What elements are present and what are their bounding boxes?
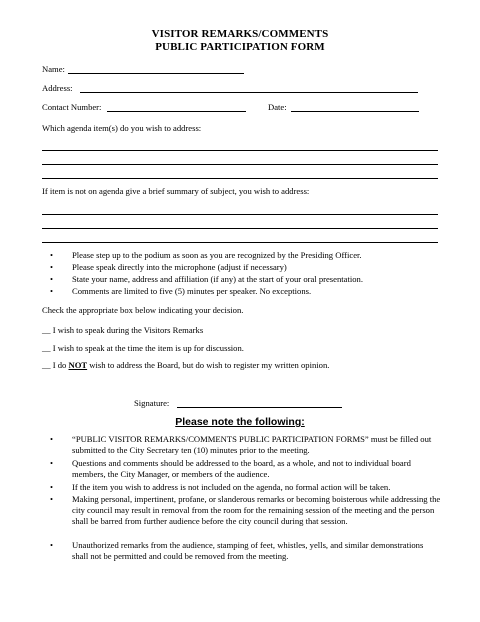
option-written-opinion[interactable] <box>42 360 329 370</box>
agenda-question: Which agenda item(s) do you wish to address: <box>42 123 202 133</box>
note-item: • If the item you wish to address is not included on the agenda, no formal action will be taken. <box>72 482 438 493</box>
note-item: • Unauthorized remarks from the audience, stamping of feet, whistles, yells, and similar demonstrations shall not be permitted and could be removed from the meeting. <box>72 540 438 562</box>
contact-number-field[interactable] <box>107 111 246 112</box>
note-heading: Please note the following: <box>175 416 305 428</box>
address-field[interactable] <box>80 92 418 93</box>
instruction-item: • State your name, address and affiliation (if any) at the start of your oral presentation. <box>72 274 442 285</box>
instruction-item: • Please step up to the podium as soon as you are recognized by the Presiding Officer. <box>72 250 442 261</box>
agenda-answer-line-2[interactable] <box>42 164 438 165</box>
note-item: • Questions and comments should be addressed to the board, as a whole, and not to individual board members, the City Manager, or members of the audience. <box>72 458 438 480</box>
summary-answer-line-2[interactable] <box>42 228 438 229</box>
name-label: Name: <box>42 64 65 74</box>
signature-label: Signature: <box>134 398 170 408</box>
instruction-item: • Please speak directly into the microphone (adjust if necessary) <box>72 262 442 273</box>
note-item: • “PUBLIC VISITOR REMARKS/COMMENTS PUBLIC PARTICIPATION FORMS” must be filled out submitted to the City Secretary ten (10) minutes prior to the meeting. <box>72 434 438 456</box>
not-emphasis: NOT <box>68 360 88 370</box>
note-item: • Making personal, impertinent, profane, or slanderous remarks or becoming boisterous while addressing the city council may result in removal from the room for the remaining session of the meeting and the person shall be barred from further audience before the city council during that session. <box>72 494 442 527</box>
instruction-item: • Comments are limited to five (5) minutes per speaker. No exceptions. <box>72 286 442 297</box>
summary-answer-line-1[interactable] <box>42 214 438 215</box>
agenda-answer-line-1[interactable] <box>42 150 438 151</box>
name-field[interactable] <box>68 73 244 74</box>
address-label: Address: <box>42 83 73 93</box>
option-written-opinion-pre: __ I do <box>42 360 69 370</box>
date-field[interactable] <box>291 111 419 112</box>
date-label: Date: <box>268 102 287 112</box>
signature-field[interactable] <box>177 407 342 408</box>
summary-question: If item is not on agenda give a brief summary of subject, you wish to address: <box>42 186 310 196</box>
agenda-answer-line-3[interactable] <box>42 178 438 179</box>
contact-number-label: Contact Number: <box>42 102 102 112</box>
check-prompt: Check the appropriate box below indicating your decision. <box>42 305 244 315</box>
form-title-line1: VISITOR REMARKS/COMMENTS <box>151 28 329 40</box>
option-speak-visitors-remarks[interactable]: __ I wish to speak during the Visitors Remarks <box>42 325 204 335</box>
form-title-line2: PUBLIC PARTICIPATION FORM <box>155 41 325 53</box>
option-written-opinion-post: wish to address the Board, but do wish to register my written opinion. <box>87 360 330 370</box>
option-speak-item-discussion[interactable]: __ I wish to speak at the time the item is up for discussion. <box>42 343 244 353</box>
summary-answer-line-3[interactable] <box>42 242 438 243</box>
